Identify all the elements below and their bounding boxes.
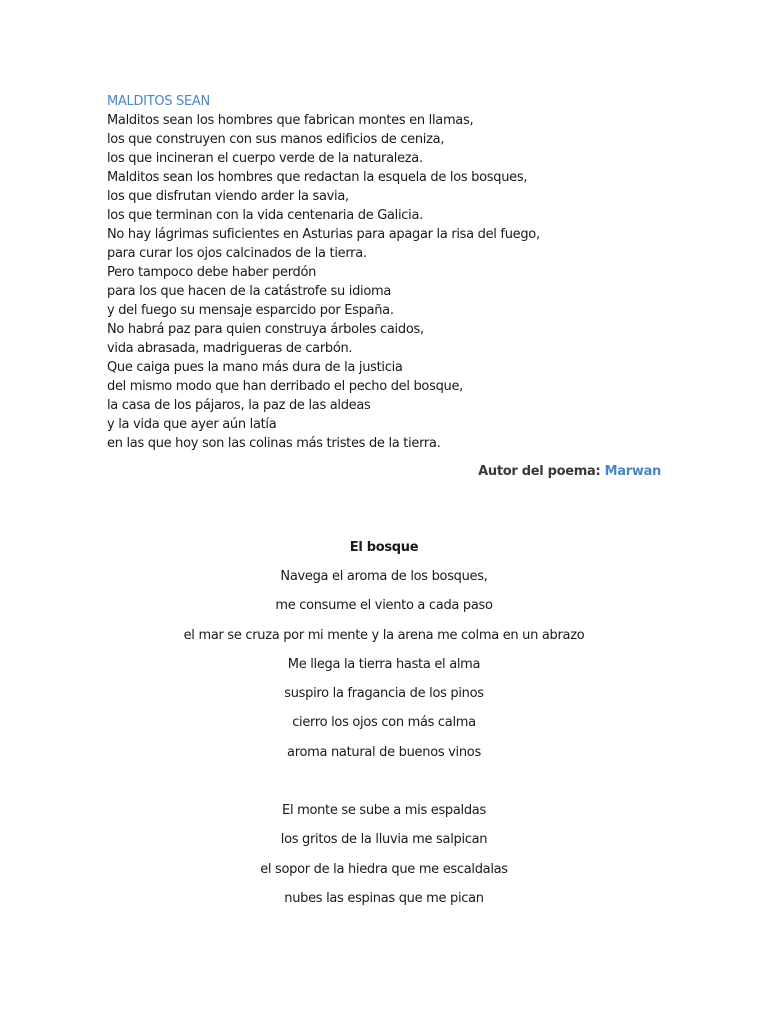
poem-line: Que caiga pues la mano más dura de la justicia	[107, 360, 403, 375]
poem-line: los que terminan con la vida centenaria de Galicia.	[107, 208, 423, 223]
stanza	[0, 567, 768, 772]
poem-line: vida abrasada, madrigueras de carbón.	[107, 341, 353, 356]
poem-line: Malditos sean los hombres que fabrican montes en llamas,	[107, 113, 474, 128]
poem-title: MALDITOS SEAN	[107, 94, 210, 109]
poem-line: para curar los ojos calcinados de la tierra.	[107, 246, 367, 261]
poem-line: Pero tampoco debe haber perdón	[107, 265, 317, 280]
poem-line: los gritos de la lluvia me salpican	[280, 832, 488, 848]
poem-line: aroma natural de buenos vinos	[287, 744, 481, 760]
stanza	[0, 801, 768, 918]
poem-malditos-sean	[107, 92, 667, 453]
author-label: Autor del poema:	[478, 464, 605, 479]
poem-line: No hay lágrimas suficientes en Asturias para apagar la risa del fuego,	[107, 227, 540, 242]
author-name: Marwan	[604, 464, 661, 479]
poem-line: El monte se sube a mis espaldas	[282, 803, 486, 819]
poem-line: el sopor de la hiedra que me escaldalas	[260, 861, 508, 877]
poem-line: nubes las espinas que me pican	[284, 890, 484, 906]
poem-line: los que construyen con sus manos edificios de ceniza,	[107, 132, 445, 147]
stanza-gap	[0, 772, 768, 801]
poem-line: el mar se cruza por mi mente y la arena me colma en un abrazo	[183, 627, 585, 643]
poem-line: y del fuego su mensaje esparcido por España.	[107, 303, 394, 318]
poem-author	[478, 462, 661, 481]
poem-line: y la vida que ayer aún latía	[107, 417, 277, 432]
poem-line: los que disfrutan viendo arder la savia,	[107, 189, 349, 204]
poem-line: Me llega la tierra hasta el alma	[287, 656, 481, 672]
poem-line: los que incineran el cuerpo verde de la naturaleza.	[107, 151, 423, 166]
poem-line: del mismo modo que han derribado el pecho del bosque,	[107, 379, 463, 394]
poem-line: para los que hacen de la catástrofe su idioma	[107, 284, 392, 299]
poem-title: El bosque	[349, 540, 419, 555]
poem-line: la casa de los pájaros, la paz de las aldeas	[107, 398, 371, 413]
poem-el-bosque	[0, 538, 768, 918]
poem-line: Malditos sean los hombres que redactan la esquela de los bosques,	[107, 170, 528, 185]
poem-line: suspiro la fragancia de los pinos	[284, 686, 484, 702]
poem-line: cierro los ojos con más calma	[292, 715, 476, 731]
poem-line: Navega el aroma de los bosques,	[280, 569, 488, 584]
poem-line: en las que hoy son las colinas más tristes de la tierra.	[107, 436, 441, 451]
poem-line: me consume el viento a cada paso	[275, 598, 493, 614]
poem-line: No habrá paz para quien construya árboles caidos,	[107, 322, 424, 337]
